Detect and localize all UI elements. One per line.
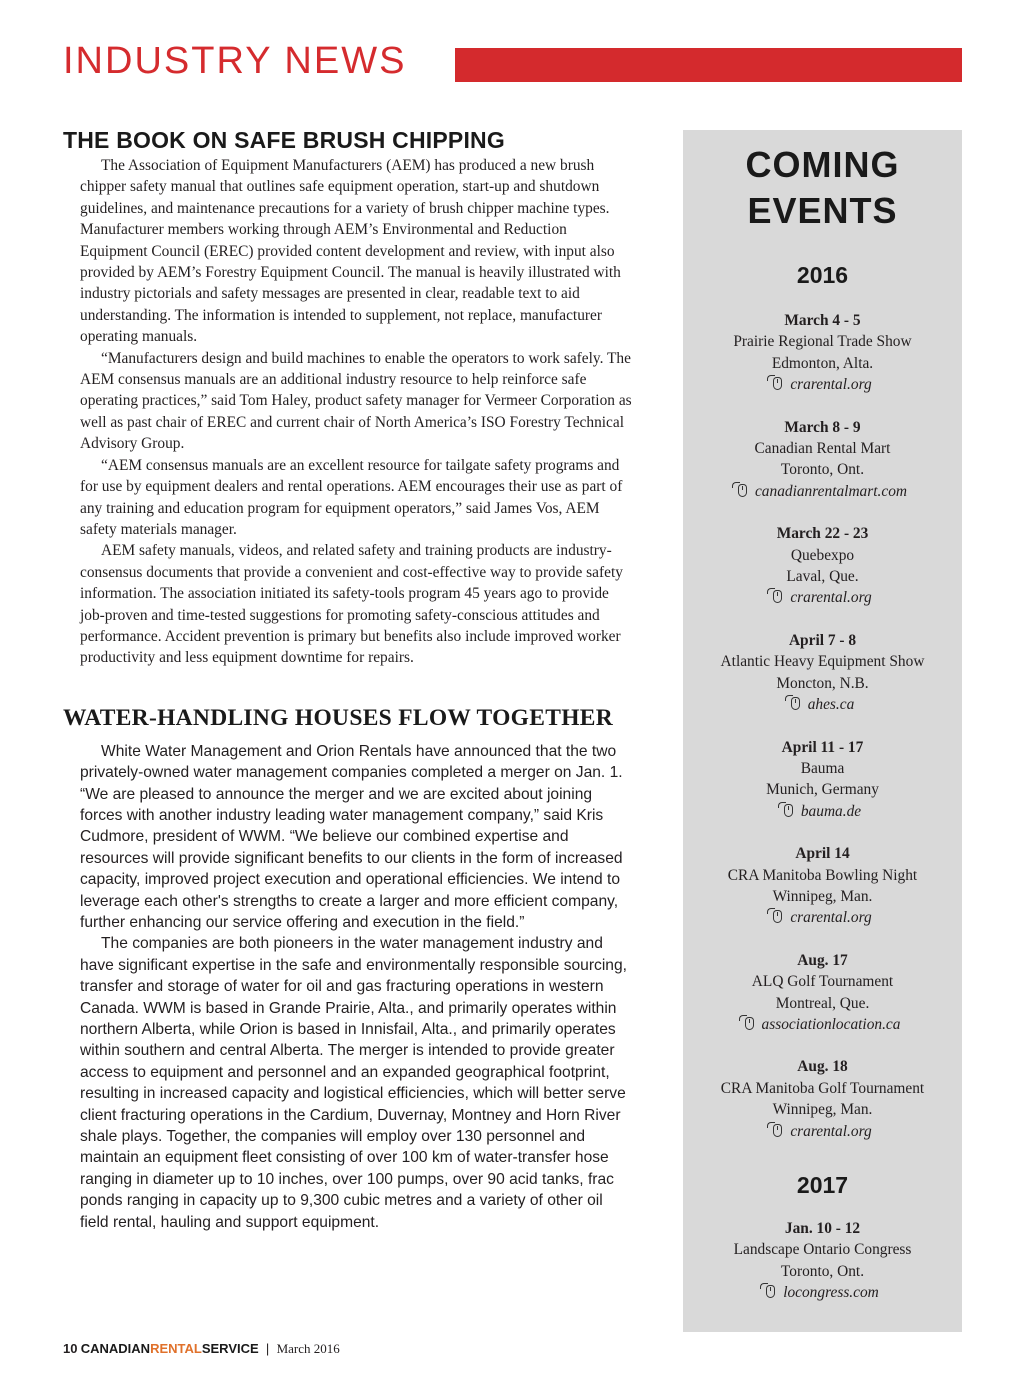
article-paragraph: “Manufacturers design and build machines to enable the operators to work safely. The AEM consensus manuals are an additional industry resource to help reinforce safe operating practices,” said Tom Haley, product safety manager for Vermeer Corporation as well as past chair of EREC and current chair of North America’s ISO Forestry Technical Advisory Group. (80, 349, 632, 453)
page-footer (63, 1340, 340, 1358)
event-date: Jan. 10 - 12 (784, 1220, 861, 1237)
mouse-click-icon (773, 590, 782, 603)
event-item (683, 417, 962, 503)
header-accent-bar (455, 48, 962, 82)
coming-events-sidebar (683, 130, 962, 1332)
event-website-link[interactable]: crarental.org (790, 376, 872, 394)
main-column (63, 126, 633, 1233)
mouse-click-icon (791, 697, 800, 710)
event-website-line (683, 481, 962, 502)
event-location: Toronto, Ont. (780, 1262, 865, 1280)
event-website-link[interactable]: canadianrentalmart.com (754, 482, 908, 500)
event-date: March 22 - 23 (776, 525, 869, 543)
mouse-click-icon (773, 377, 782, 390)
event-website-line (683, 907, 962, 928)
event-location: Munich, Germany (766, 781, 879, 799)
mouse-click-icon (738, 484, 747, 497)
mouse-click-icon (745, 1017, 754, 1030)
sidebar-title-line: EVENTS (747, 190, 898, 231)
mouse-click-icon (766, 1285, 775, 1298)
event-item (683, 950, 962, 1036)
brand-name-part: CANADIAN (80, 1341, 151, 1356)
event-name: Atlantic Heavy Equipment Show (720, 653, 925, 671)
event-name: Prairie Regional Trade Show (733, 333, 912, 351)
brand-name-part: SERVICE (201, 1341, 259, 1356)
event-item (683, 630, 962, 716)
article-title: WATER-HANDLING HOUSES FLOW TOGETHER (63, 704, 614, 731)
event-item (683, 523, 962, 609)
event-item (683, 310, 962, 396)
event-date: March 4 - 5 (784, 312, 861, 329)
mouse-click-icon (773, 910, 782, 923)
event-date: April 11 - 17 (781, 738, 864, 756)
mouse-click-icon (773, 1124, 782, 1137)
article-paragraph: “AEM consensus manuals are an excellent resource for tailgate safety programs and for use by equipment dealers and rental operations. AEM encourages their use as part of any training and education program for equipment operators,” said James Vos, AEM safety materials manager. (80, 456, 623, 538)
event-website-line (683, 694, 962, 715)
event-website-line (683, 801, 962, 822)
event-name: CRA Manitoba Bowling Night (727, 866, 918, 884)
event-website-link[interactable]: associationlocation.ca (761, 1015, 901, 1033)
article-body (80, 155, 633, 669)
event-list (683, 1218, 962, 1304)
event-website-line (683, 1014, 962, 1035)
event-website-link[interactable]: crarental.org (790, 1122, 872, 1140)
article-paragraph: White Water Management and Orion Rentals have announced that the two privately-owned water management companies completed a merger on Jan. 1. “We are pleased to announce the merger and we are excited about joining forces with another industry leading water management company,” said Kris Cudmore, president of WWM. “We believe our combined expertise and resources will provide significant benefits to our clients in the form of increased capacity, improved project execution and operational efficiencies. We intend to leverage each other's strengths to create a larger and more efficient company, further enhancing our service offering and execution in the field.” (80, 742, 623, 931)
event-date: Aug. 17 (797, 951, 848, 969)
event-location: Toronto, Ont. (780, 461, 865, 479)
event-website-line (683, 374, 962, 395)
event-name: Canadian Rental Mart (754, 440, 891, 458)
event-website-link[interactable]: ahes.ca (807, 696, 855, 714)
event-website-link[interactable]: crarental.org (790, 589, 872, 607)
year-heading: 2016 (796, 262, 849, 288)
event-location: Edmonton, Alta. (771, 354, 874, 372)
event-item (683, 843, 962, 929)
event-website-line (683, 1282, 962, 1303)
article-title: THE BOOK ON SAFE BRUSH CHIPPING (63, 127, 505, 153)
event-item (683, 1056, 962, 1142)
event-website-link[interactable]: bauma.de (800, 802, 862, 820)
event-website-line (683, 1121, 962, 1142)
event-item (683, 737, 962, 823)
event-date: April 14 (795, 845, 850, 863)
event-list (683, 310, 962, 1142)
event-name: Landscape Ontario Congress (733, 1241, 912, 1259)
sidebar-title (683, 142, 962, 234)
event-website-link[interactable]: locongress.com (783, 1284, 879, 1302)
page-number: 10 (63, 1341, 78, 1356)
event-name: Quebexpo (790, 546, 855, 564)
article-body (80, 741, 633, 1233)
mouse-click-icon (784, 804, 793, 817)
sidebar-title-line: COMING (745, 144, 900, 185)
event-location: Moncton, N.B. (776, 674, 869, 692)
event-location: Winnipeg, Man. (772, 887, 873, 905)
brand-name-part: RENTAL (150, 1341, 202, 1356)
event-name: Bauma (800, 759, 845, 777)
year-heading: 2017 (796, 1172, 849, 1198)
issue-date: March 2016 (276, 1341, 340, 1356)
article-paragraph: The Association of Equipment Manufacturers (AEM) has produced a new brush chipper safety manual that outlines safe equipment operation, start-up and shutdown guidelines, and maintenance precautions for a variety of brush chipper machine types. Manufacturer members working through AEM’s Environmental and Reduction Equipment Council (EREC) provided content development and review, with input also provided by AEM’s Forestry Equipment Council. The manual is heavily illustrated with industry pictorials and safety messages are presented in clear, readable text to aid understanding. The information is intended to supplement, not replace, manufacturer operating manuals. (80, 157, 621, 346)
footer-separator: | (265, 1341, 270, 1356)
event-name: CRA Manitoba Golf Tournament (720, 1079, 925, 1097)
event-website-line (683, 587, 962, 608)
article-paragraph: AEM safety manuals, videos, and related safety and training products are industry-consensus documents that provide a convenient and cost-effective way to provide safety information. The association initiated its safety-tools program 45 years ago to provide job-proven and time-tested suggestions for promoting safety-conscious attitudes and performance. Accident prevention is primary but benefits also include improved worker productivity and less equipment downtime for repairs. (80, 542, 623, 667)
event-date: April 7 - 8 (788, 631, 857, 649)
event-date: Aug. 18 (797, 1058, 848, 1076)
event-item (683, 1218, 962, 1304)
event-location: Montreal, Que. (775, 994, 870, 1012)
event-name: ALQ Golf Tournament (751, 973, 894, 991)
article-paragraph: The companies are both pioneers in the water management industry and have significant expertise in the safe and environmentally responsible sourcing, transfer and storage of water for oil and gas fracturing operations in western Canada. WWM is based in Grande Prairie, Alta., and primarily operates within northern Alberta, while Orion is based in Innisfail, Alta., and primarily operates within southern and central Alberta. The merger is intended to provide greater access to equipment and personnel and an expanded geographical footprint, resulting in increased capacity and logistical efficiencies, which will better serve client fracturing operations in the Cardium, Duvernay, Montney and Horn River shale plays. Together, the companies will employ over 130 personnel and maintain an equipment fleet consisting of over 100 km of water-transfer hose ranging in diameter up to 10 inches, over 100 pumps, over 90 acid tanks, frac ponds ranging in capacity up to 9,300 cubic metres and a variety of other oil field rental, hauling and support equipment. (80, 935, 627, 1231)
section-title: INDUSTRY NEWS (63, 40, 407, 82)
event-location: Laval, Que. (786, 568, 859, 586)
event-date: March 8 - 9 (784, 418, 861, 436)
event-website-link[interactable]: crarental.org (790, 909, 872, 927)
event-location: Winnipeg, Man. (772, 1101, 873, 1119)
